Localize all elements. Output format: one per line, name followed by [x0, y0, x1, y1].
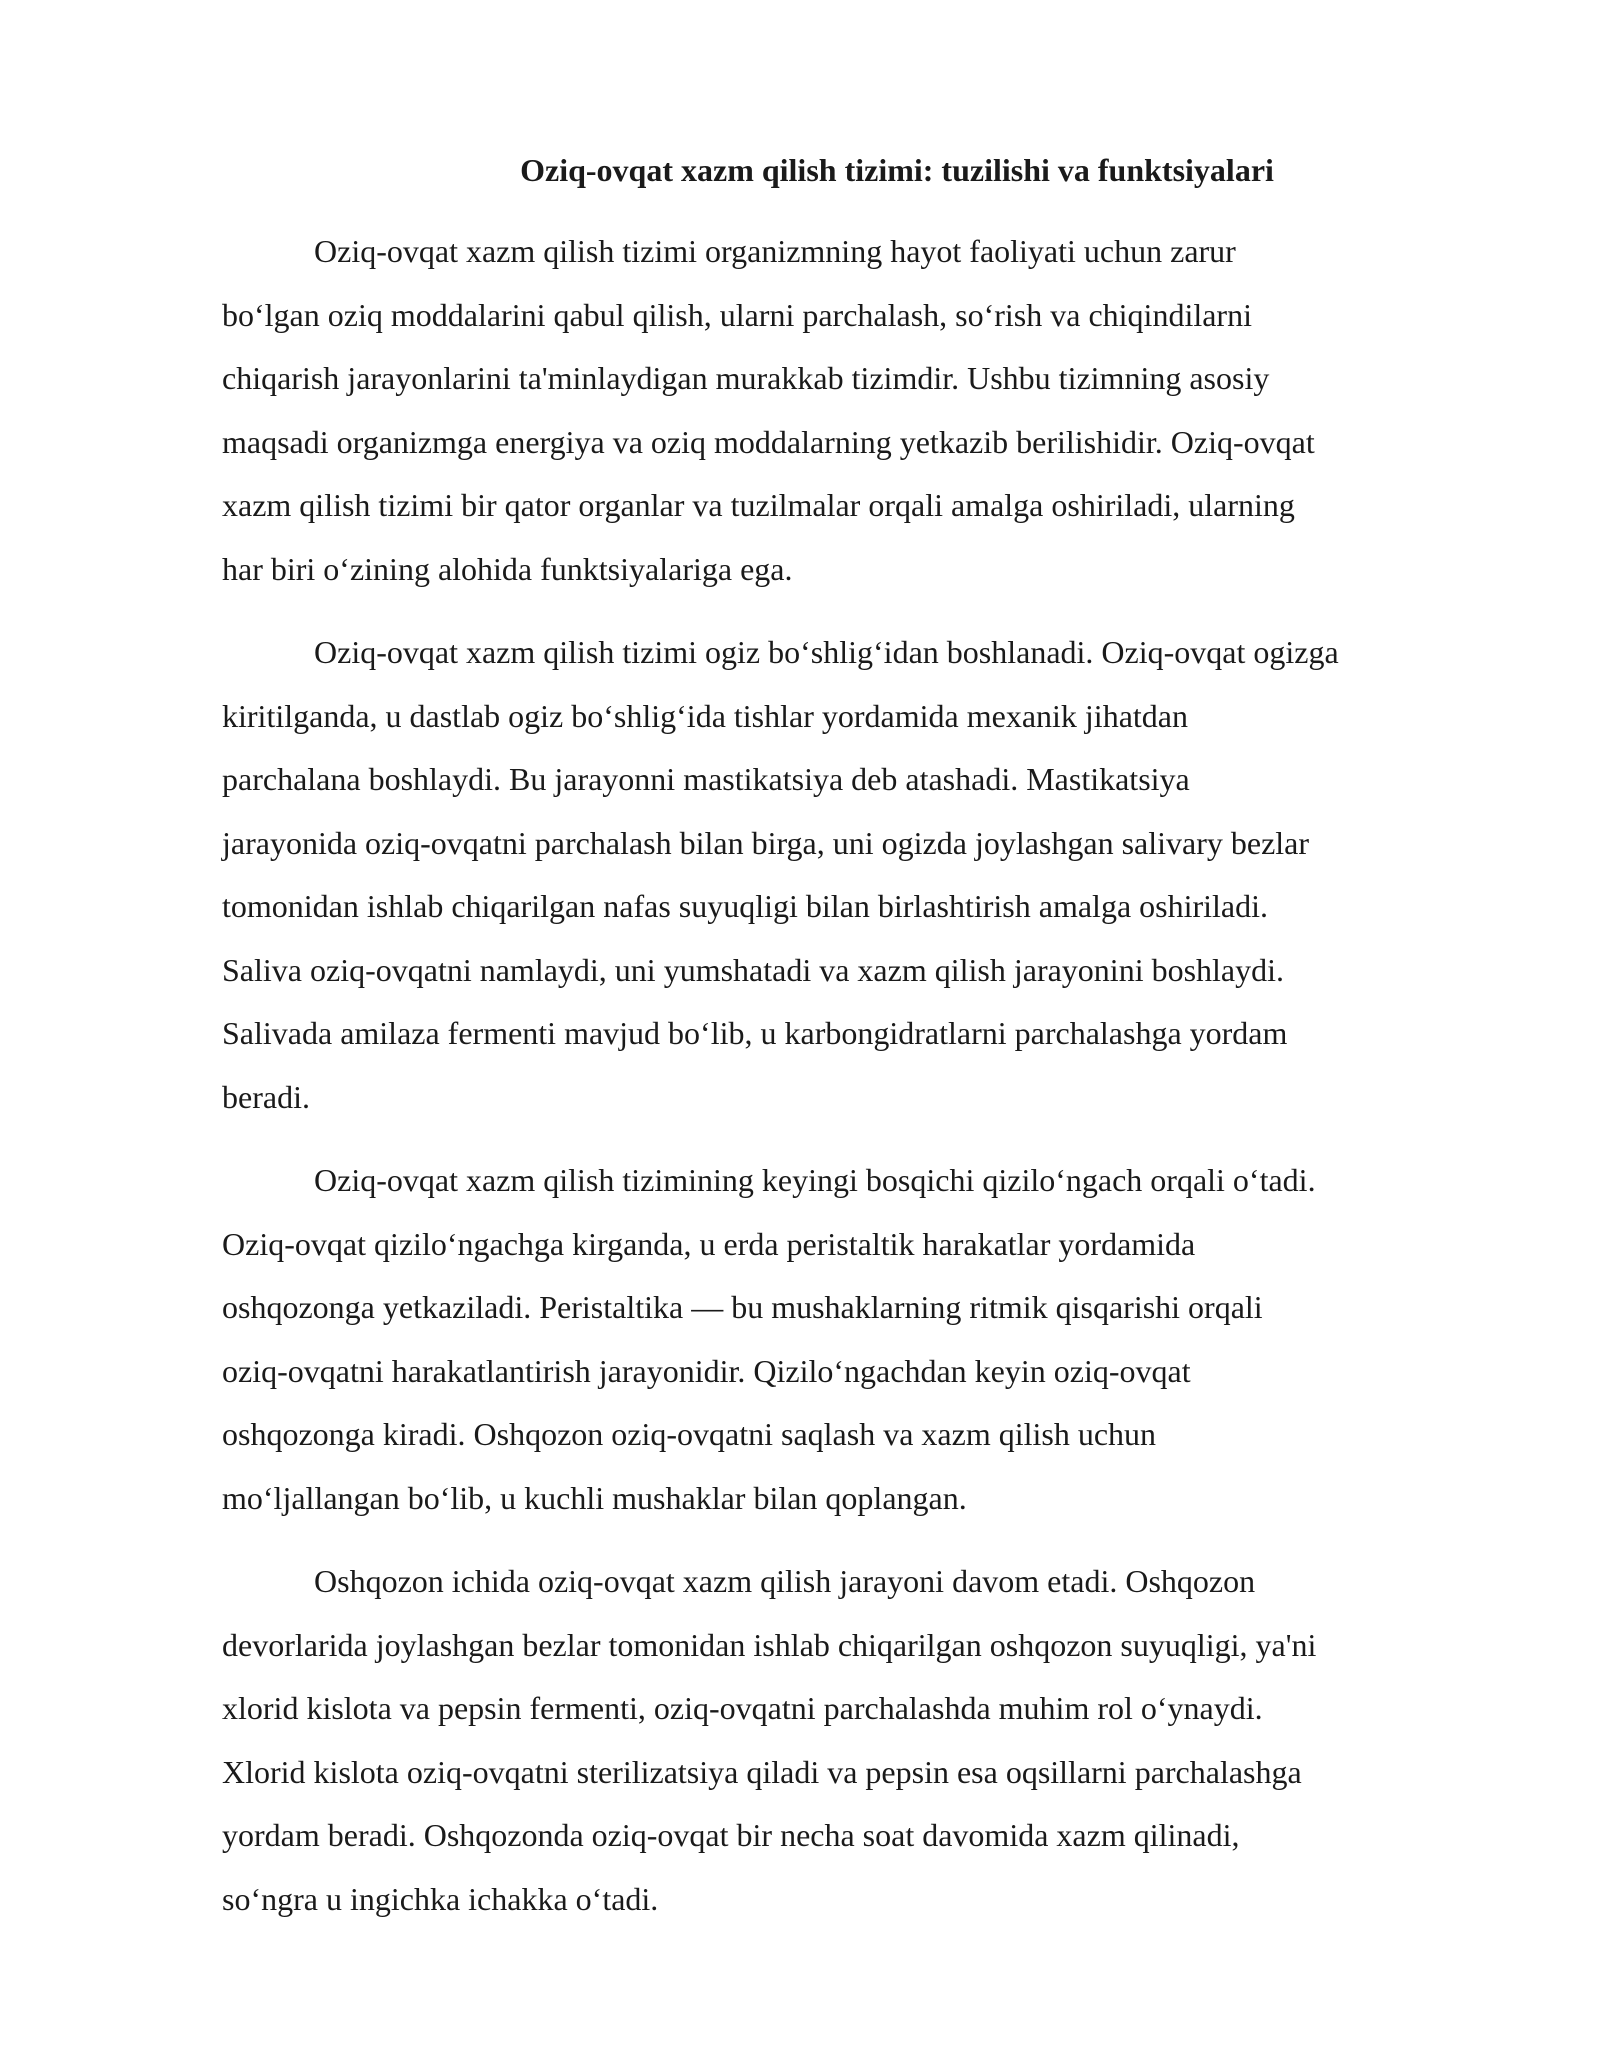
document-page	[222, 148, 1512, 1951]
text-line: Xlorid kislota oziq-ovqatni sterilizatsiya qiladi va pepsin esa oqsillarni parchalashga	[222, 1753, 1302, 1790]
text-line: oziq-ovqatni harakatlantirish jarayonidir. Qizilo‘ngachdan keyin oziq-ovqat	[222, 1352, 1191, 1389]
text-line: beradi.	[222, 1078, 310, 1115]
text-line: Saliva oziq-ovqatni namlaydi, uni yumshatadi va xazm qilish jarayonini boshlaydi.	[222, 951, 1285, 988]
text-line: so‘ngra u ingichka ichakka o‘tadi.	[222, 1880, 659, 1917]
text-line: xazm qilish tizimi bir qator organlar va tuzilmalar orqali amalga oshiriladi, ularning	[222, 487, 1295, 523]
text-line: bo‘lgan oziq moddalarini qabul qilish, ularni parchalash, so‘rish va chiqindilarni	[222, 296, 1252, 333]
text-line: Oziq-ovqat xazm qilish tizimi ogiz bo‘shlig‘idan boshlanadi. Oziq-ovqat ogizga	[314, 634, 1339, 670]
text-line: Oziq-ovqat xazm qilish tizimi organizmning hayot faoliyati uchun zarur	[314, 233, 1236, 269]
paragraph-2	[222, 621, 1512, 1129]
text-line: Salivada amilaza fermenti mavjud bo‘lib, u karbongidratlarni parchalashga yordam	[222, 1015, 1288, 1051]
text-line: yordam beradi. Oshqozonda oziq-ovqat bir necha soat davomida xazm qilinadi,	[222, 1817, 1240, 1853]
text-line: xlorid kislota va pepsin fermenti, oziq-ovqatni parchalashda muhim rol o‘ynaydi.	[222, 1690, 1263, 1726]
paragraph-1	[222, 220, 1512, 601]
text-line: jarayonida oziq-ovqatni parchalash bilan birga, uni ogizda joylashgan salivary bezlar	[222, 824, 1310, 861]
text-line: Oshqozon ichida oziq-ovqat xazm qilish jarayoni davom etadi. Oshqozon	[314, 1563, 1256, 1599]
text-line: maqsadi organizmga energiya va oziq moddalarning yetkazib berilishidir. Oziq-ovqat	[222, 423, 1315, 460]
text-line: devorlarida joylashgan bezlar tomonidan ishlab chiqarilgan oshqozon suyuqligi, ya'ni	[222, 1626, 1317, 1663]
text-line: oshqozonga kiradi. Oshqozon oziq-ovqatni saqlash va xazm qilish uchun	[222, 1416, 1157, 1452]
text-line: parchalana boshlaydi. Bu jarayonni mastikatsiya deb atashadi. Mastikatsiya	[222, 761, 1190, 797]
text-line: chiqarish jarayonlarini ta'minlaydigan murakkab tizimdir. Ushbu tizimning asosiy	[222, 360, 1270, 396]
text-line: har biri o‘zining alohida funktsiyalariga ega.	[222, 550, 793, 587]
text-line: tomonidan ishlab chiqarilgan nafas suyuqligi bilan birlashtirish amalga oshiriladi.	[222, 888, 1269, 924]
paragraph-3	[222, 1149, 1512, 1530]
text-line: oshqozonga yetkaziladi. Peristaltika — bu mushaklarning ritmik qisqarishi orqali	[222, 1289, 1263, 1325]
paragraph-4	[222, 1550, 1512, 1931]
document-title: Oziq-ovqat xazm qilish tizimi: tuzilishi va funktsiyalari	[520, 152, 1274, 188]
text-line: mo‘ljallangan bo‘lib, u kuchli mushaklar bilan qoplangan.	[222, 1479, 967, 1516]
text-line: Oziq-ovqat xazm qilish tizimining keyingi bosqichi qizilo‘ngach orqali o‘tadi.	[314, 1162, 1316, 1198]
text-line: kiritilganda, u dastlab ogiz bo‘shlig‘ida tishlar yordamida mexanik jihatdan	[222, 697, 1188, 734]
text-line: Oziq-ovqat qizilo‘ngachga kirganda, u erda peristaltik harakatlar yordamida	[222, 1225, 1196, 1262]
